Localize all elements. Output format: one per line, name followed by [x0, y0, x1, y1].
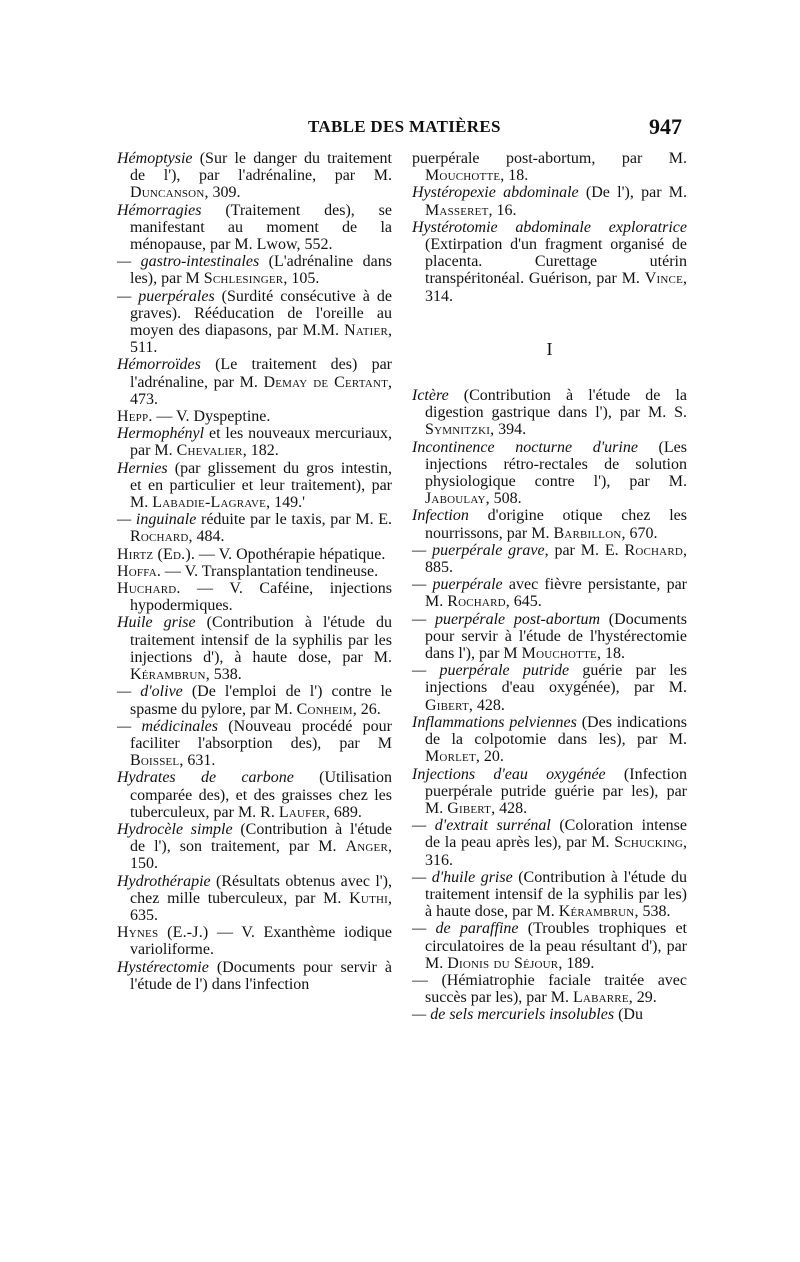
- entry-text: (Documents pour servir à l'étude de l'hystérectomie dans l'), par M: [425, 610, 688, 663]
- entry-reference: , 18.: [500, 167, 529, 185]
- entry-author: Duncanson: [130, 184, 205, 202]
- index-entry: [117, 253, 392, 287]
- entry-author: Gibert: [447, 799, 492, 817]
- entry-text: (Surdité consécutive à de graves). Rééducation de l'oreille au moyen des diapasons, par M.M.: [130, 287, 392, 340]
- entry-text: (Contribution à l'étude de l'), son traitement, par M.: [130, 820, 392, 856]
- entry-keyword: — gastro-intestinales: [117, 253, 260, 271]
- entry-reference: , 105.: [283, 270, 320, 288]
- index-entry: [117, 150, 392, 202]
- entry-reference: , 29.: [628, 989, 657, 1007]
- index-entry: [117, 683, 392, 717]
- entry-author: Symnitzki: [425, 421, 491, 439]
- index-entry: [412, 1006, 687, 1023]
- index-entry: [412, 817, 687, 869]
- entry-reference: , 484.: [188, 528, 225, 546]
- spacer: [412, 305, 687, 315]
- index-entry: [117, 959, 392, 993]
- entry-author: Rochard: [624, 541, 684, 559]
- entry-author: Schucking: [614, 834, 683, 852]
- index-entry: [412, 576, 687, 610]
- entry-text: (Nouveau procédé pour faciliter l'absorption des), par M: [130, 717, 393, 752]
- entry-reference: , 670.: [621, 524, 658, 542]
- entry-reference: , 631.: [179, 752, 216, 770]
- entry-reference: , 18.: [596, 645, 625, 663]
- entry-reference: , 316.: [425, 834, 687, 869]
- right-column: [412, 150, 687, 1024]
- entry-keyword: — d'huile grise: [412, 868, 513, 886]
- entry-author: Hepp: [117, 408, 149, 426]
- entry-keyword: Infection: [412, 507, 469, 525]
- entry-author: Hirtz (Ed.): [117, 545, 191, 563]
- entry-keyword: Hermophényl: [117, 425, 205, 443]
- entry-keyword: — puerpérales: [117, 287, 215, 305]
- entry-author: Kuthi: [349, 889, 388, 907]
- index-entry: [117, 873, 392, 925]
- entry-keyword: Hystérectomie: [117, 958, 209, 976]
- index-entry: [412, 662, 687, 714]
- entry-author: Mouchotte: [521, 645, 597, 663]
- index-entry: [412, 387, 687, 439]
- index-entry: [412, 507, 687, 541]
- entry-reference: . — V. Opothérapie hépatique.: [190, 545, 386, 563]
- entry-keyword: — d'extrait surrénal: [412, 817, 551, 835]
- entry-text: (Utilisation comparée des), et des graisses chez les tuberculeux, par M. R.: [130, 769, 393, 821]
- entry-reference: . — V. Transplantation tendineuse.: [156, 562, 379, 580]
- entry-reference: , 189.: [558, 954, 595, 972]
- entry-reference: , 20.: [475, 748, 504, 766]
- entry-keyword: — puerpérale: [412, 576, 503, 594]
- entry-author: Rochard: [447, 593, 506, 611]
- entry-reference: , 149.': [266, 494, 305, 512]
- entry-reference: . — V. Dyspeptine.: [148, 408, 271, 426]
- entry-reference: , 26.: [352, 700, 381, 718]
- running-head: [0, 114, 800, 141]
- index-entry: [117, 614, 392, 683]
- entry-keyword: — puerpérale post-abortum: [412, 610, 601, 628]
- entry-keyword: Hydrothérapie: [117, 872, 211, 890]
- entry-author: Laufer: [278, 803, 326, 821]
- entry-reference: , 309.: [204, 184, 241, 202]
- entry-author: Natier: [344, 322, 388, 340]
- index-entry: [412, 611, 687, 663]
- entry-text: — (Hémiatrophie faciale traitée avec succès par les), par M.: [412, 971, 687, 1007]
- entry-author: Morlet: [425, 748, 476, 766]
- entry-reference: , 645.: [505, 593, 542, 611]
- entry-text: guérie par les injections d'eau oxygénée), par M.: [425, 662, 687, 697]
- entry-reference: , 538.: [634, 903, 671, 921]
- entry-author: Labadie-Lagrave: [152, 494, 267, 512]
- entry-text: (Sur le danger du traitement de l'), par l'adrénaline, par M.: [130, 150, 392, 185]
- entry-reference: , 511.: [130, 322, 392, 357]
- index-entry: [412, 439, 687, 508]
- entry-keyword: Hydrates de carbone: [117, 769, 294, 787]
- entry-text: avec fièvre persistante, par M.: [425, 576, 687, 611]
- entry-reference: , 689.: [325, 803, 362, 821]
- entry-keyword: Hémorroïdes: [117, 356, 201, 374]
- entry-text: puerpérale post-abortum, par M.: [412, 150, 687, 167]
- entry-author: Conheim: [296, 700, 353, 718]
- entry-author: Dionis du Séjour: [447, 954, 559, 972]
- entry-keyword: Inflammations pelviennes: [412, 713, 577, 731]
- entry-text: (De l'emploi de l') contre le spasme du pylore, par M.: [130, 683, 392, 718]
- index-entry: [117, 563, 392, 580]
- index-entry: [117, 924, 392, 958]
- entry-text: (De l'), par M.: [578, 184, 688, 202]
- entry-keyword: — de sels mercuriels insolubles: [412, 1006, 615, 1024]
- entry-keyword: — de paraffine: [412, 920, 519, 938]
- entry-reference: , 150.: [130, 838, 392, 873]
- index-entry: [412, 766, 687, 818]
- entry-author: Rochard: [130, 528, 189, 546]
- entry-text: (Les injections rétro-rectales de solution physiologique contre l'), par M.: [425, 438, 687, 491]
- running-title: TABLE DES MATIÈRES: [308, 117, 501, 136]
- entry-text: (Documents pour servir à l'étude de l') dans l'infection: [130, 958, 392, 993]
- entry-author: Huchard: [117, 580, 177, 598]
- entry-author: Gibert: [425, 696, 469, 714]
- entry-text: (Contribution à l'étude de la digestion gastrique dans l'), par M. S.: [425, 387, 687, 422]
- index-entry: [412, 219, 687, 305]
- entry-reference: , 16.: [488, 201, 517, 219]
- index-entry: [412, 184, 687, 218]
- index-entry: [117, 718, 392, 770]
- entry-keyword: — d'olive: [117, 683, 183, 701]
- entry-keyword: Hémorragies: [117, 201, 202, 219]
- entry-text: (Troubles trophiques et circulatoires de la peau résultant d'), par M.: [425, 920, 687, 972]
- entry-keyword: Injections d'eau oxygénée: [412, 765, 606, 783]
- entry-keyword: Huile grise: [117, 614, 196, 632]
- entry-reference: . — V. Caféine, injections hypodermiques.: [130, 580, 392, 615]
- entry-reference: , 885.: [425, 541, 688, 577]
- entry-reference: , 508.: [485, 490, 522, 508]
- entry-reference: , 538.: [205, 666, 242, 684]
- entry-keyword: — médicinales: [117, 717, 218, 735]
- entry-keyword: Incontinence nocturne d'urine: [412, 438, 638, 456]
- index-entry: [117, 511, 392, 545]
- entry-author: Demay de Certant: [263, 373, 389, 391]
- entry-keyword: Hydrocèle simple: [117, 820, 233, 838]
- index-entry: [412, 869, 687, 921]
- entry-author: Hynes (E.-J.): [117, 924, 209, 942]
- entry-text: (Extirpation d'un fragment organisé de placenta. Curettage utérin transpéritonéal. Guérison, par M.: [425, 236, 687, 288]
- right-column-entries: [412, 387, 687, 1024]
- index-entry: [117, 460, 392, 512]
- entry-reference: — V. Exanthème iodique varioliforme.: [130, 924, 392, 959]
- entry-text: (L'adrénaline dans les), par M: [130, 253, 392, 288]
- entry-author: Anger: [345, 838, 388, 856]
- index-entry: [412, 150, 687, 184]
- index-entry: [117, 202, 392, 254]
- entry-author: Masseret: [425, 201, 489, 219]
- entry-reference: , 428.: [468, 696, 505, 714]
- entry-reference: , 314.: [425, 270, 687, 305]
- entry-text: (Contribution à l'étude du traitement intensif de la syphilis par les) à haute dose, par M.: [425, 868, 688, 921]
- index-entry: [117, 408, 392, 425]
- entry-author: Kérambrun: [130, 666, 206, 684]
- right-column-continuation: [412, 150, 687, 305]
- entry-author: Boissel: [130, 752, 180, 770]
- entry-author: Mouchotte: [425, 167, 501, 185]
- entry-author: Barbillon: [553, 524, 622, 542]
- section-letter: I: [546, 338, 553, 359]
- index-entry: [412, 542, 687, 576]
- entry-text: (Le traitement des) par l'adrénaline, par M.: [130, 356, 392, 391]
- index-entry: [117, 769, 392, 821]
- entry-keyword: Hernies: [117, 459, 168, 477]
- index-entry: [117, 425, 392, 459]
- entry-text: (Traitement des), se manifestant au moment de la ménopause, par M. Lwow, 552.: [130, 201, 392, 254]
- entry-keyword: Hystérotomie abdominale exploratrice: [412, 218, 687, 236]
- entry-text: réduite par le taxis, par M. E.: [196, 511, 392, 529]
- entry-reference: , 635.: [130, 889, 392, 924]
- index-entry: [412, 714, 687, 766]
- entry-keyword: Ictère: [412, 387, 449, 405]
- page-number: 947: [649, 114, 682, 139]
- entry-keyword: — puerpérale grave: [412, 541, 545, 559]
- entry-author: Kérambrun: [558, 903, 635, 921]
- entry-text: (Des indications de la colpotomie dans les), par M.: [425, 713, 688, 749]
- index-entry: [117, 288, 392, 357]
- entry-keyword: — puerpérale putride: [412, 662, 570, 680]
- entry-author: Vince: [644, 270, 683, 288]
- index-entry: [117, 356, 392, 408]
- entry-keyword: Hémoptysie: [117, 150, 193, 167]
- entry-reference: , 182.: [242, 442, 279, 460]
- entry-text: (Infection puerpérale putride guérie par les), par M.: [425, 765, 687, 817]
- entry-author: Jaboulay: [425, 490, 486, 508]
- entry-keyword: — inguinale: [117, 511, 197, 529]
- entry-reference: , 428.: [491, 799, 528, 817]
- entry-reference: , 473.: [130, 373, 393, 408]
- entry-author: Schlesinger: [203, 270, 284, 288]
- entry-text: et les nouveaux mercuriaux, par M.: [130, 425, 392, 460]
- entry-keyword: Hystéropexie abdominale: [412, 184, 579, 202]
- entry-reference: , 394.: [490, 421, 527, 439]
- left-column: [117, 150, 392, 993]
- index-entry: [117, 821, 392, 873]
- entry-text: (Contribution à l'étude du traitement intensif de la syphilis par les injections d'), à haute dose, par M.: [130, 614, 393, 666]
- index-entry: [412, 972, 687, 1006]
- entry-author: Chevalier: [176, 442, 243, 460]
- entry-text: d'origine otique chez les nourrissons, par M.: [425, 507, 687, 542]
- index-entry: [117, 580, 392, 614]
- entry-author: Hoffa: [117, 562, 157, 580]
- entry-text: (Résultats obtenus avec l'), chez mille tuberculeux, par M.: [130, 872, 392, 907]
- index-entry: [117, 546, 392, 563]
- index-entry: [412, 920, 687, 972]
- entry-text: (Du: [614, 1006, 643, 1024]
- entry-text: (par glissement du gros intestin, et en particulier et leur traitement), par M.: [130, 459, 392, 512]
- entry-text: (Coloration intense de la peau après les), par M.: [425, 817, 687, 852]
- entry-author: Labarre: [572, 989, 629, 1007]
- entry-text: , par M. E.: [544, 541, 625, 559]
